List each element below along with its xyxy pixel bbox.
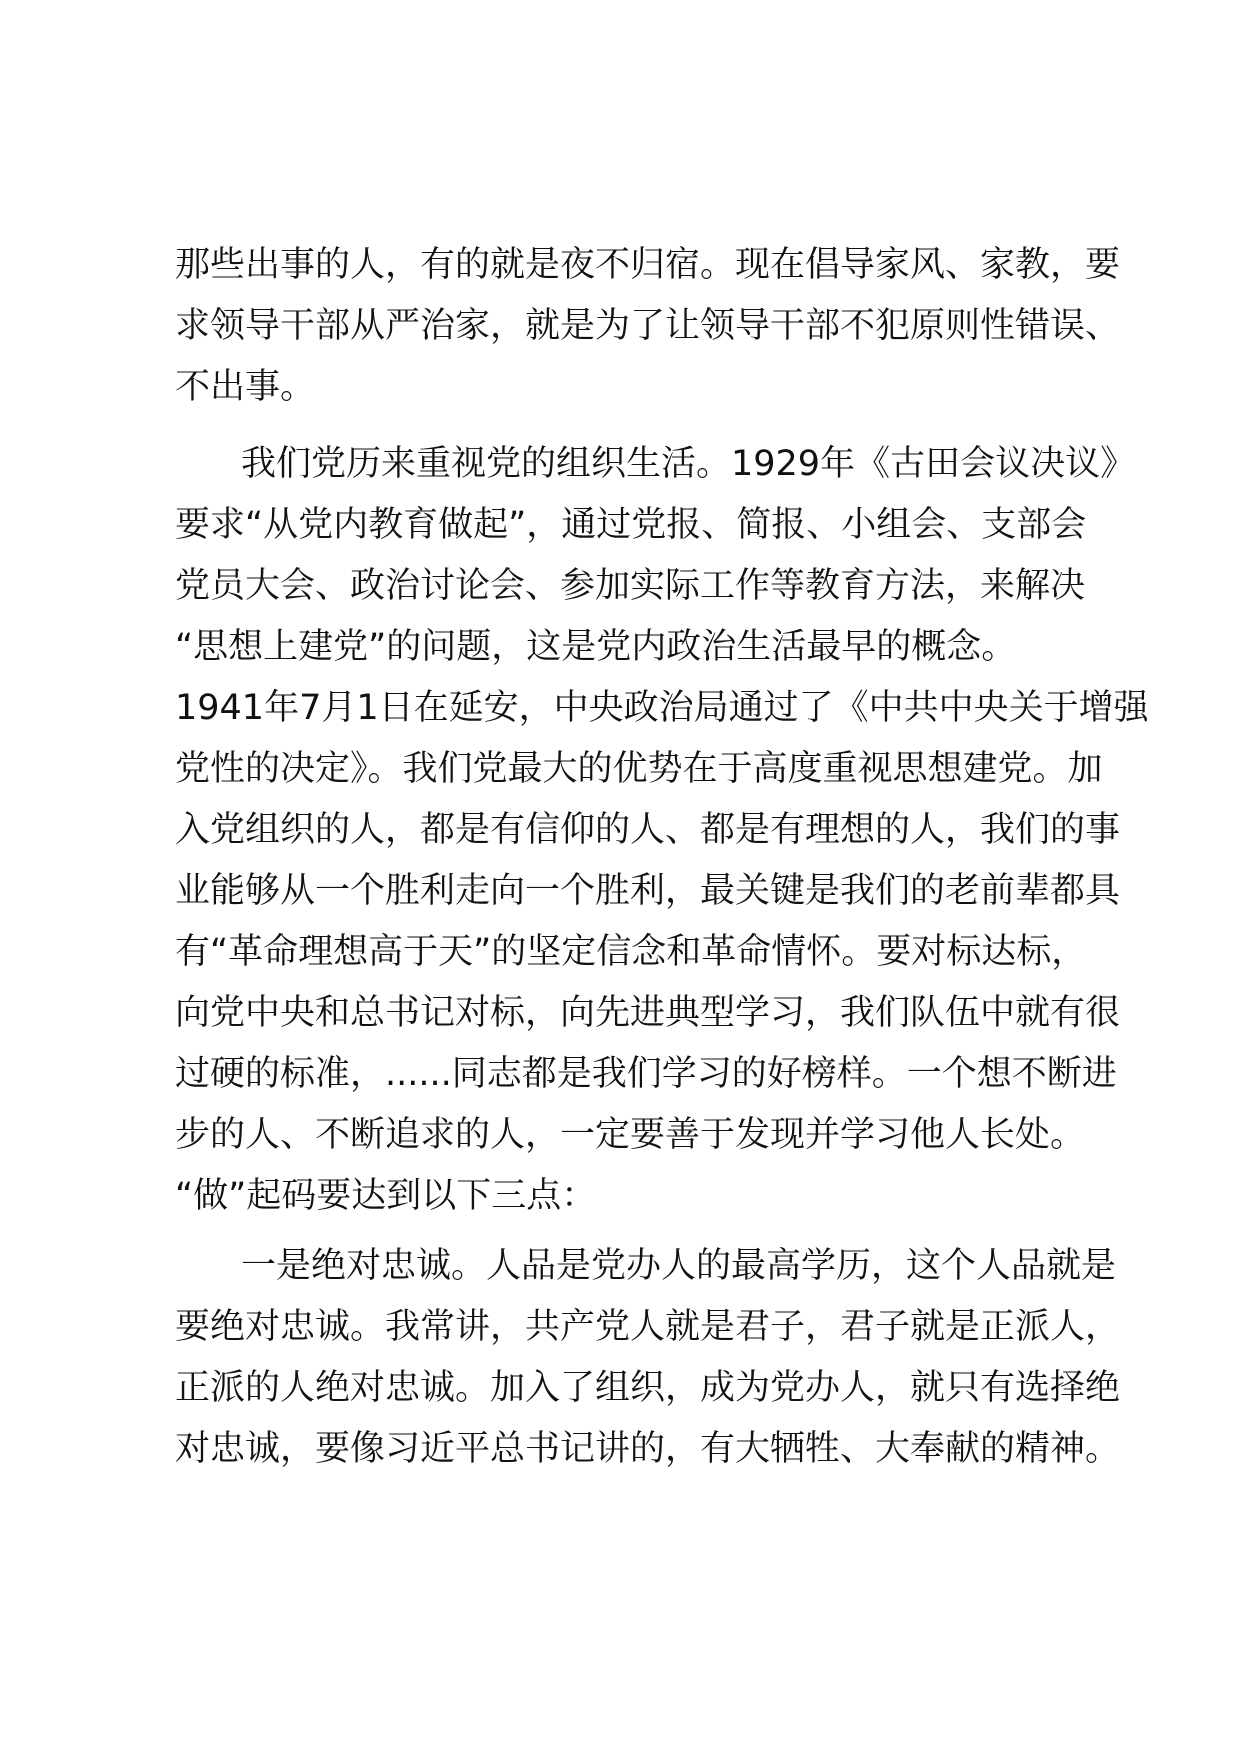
text-line: “思想上建党”的问题，这是党内政治生活最早的概念。 [175, 627, 1017, 667]
text-line: 我们党历来重视党的组织生活。1929年《古田会议决议》 [241, 444, 1136, 484]
paragraph-2 [175, 434, 1149, 1227]
text-line: 要绝对忠诚。我常讲，共产党人就是君子，君子就是正派人， [175, 1307, 1121, 1347]
text-line: 对忠诚，要像习近平总书记讲的，有大牺牲、大奉献的精神。 [175, 1429, 1121, 1469]
text-line: 党员大会、政治讨论会、参加实际工作等教育方法，来解决 [175, 566, 1086, 606]
text-line: 1941年7月1日在延安，中央政治局通过了《中共中央关于增强 [175, 688, 1149, 728]
text-line: 求领导干部从严治家，就是为了让领导干部不犯原则性错误、 [175, 306, 1121, 346]
text-line: 正派的人绝对忠诚。加入了组织，成为党办人，就只有选择绝 [175, 1368, 1121, 1408]
text-line: 要求“从党内教育做起”，通过党报、简报、小组会、支部会 [175, 505, 1087, 545]
text-line: 有“革命理想高于天”的坚定信念和革命情怀。要对标达标， [175, 932, 1087, 972]
text-line: 一是绝对忠诚。人品是党办人的最高学历，这个人品就是 [241, 1246, 1117, 1286]
text-line: 业能够从一个胜利走向一个胜利，最关键是我们的老前辈都具 [175, 871, 1121, 911]
text-line: “做”起码要达到以下三点： [175, 1176, 597, 1216]
text-line: 不出事。 [175, 367, 316, 407]
text-line: 党性的决定》。我们党最大的优势在于高度重视思想建党。加 [175, 749, 1103, 789]
paragraph-1 [175, 235, 1121, 418]
text-line: 步的人、不断追求的人，一定要善于发现并学习他人长处。 [175, 1115, 1086, 1155]
text-line: 过硬的标准，......同志都是我们学习的好榜样。一个想不断进 [175, 1054, 1117, 1094]
paragraph-3 [175, 1236, 1121, 1480]
text-line: 那些出事的人，有的就是夜不归宿。现在倡导家风、家教，要 [175, 245, 1121, 285]
text-line: 入党组织的人，都是有信仰的人、都是有理想的人，我们的事 [175, 810, 1121, 850]
text-line: 向党中央和总书记对标，向先进典型学习，我们队伍中就有很 [175, 993, 1121, 1033]
